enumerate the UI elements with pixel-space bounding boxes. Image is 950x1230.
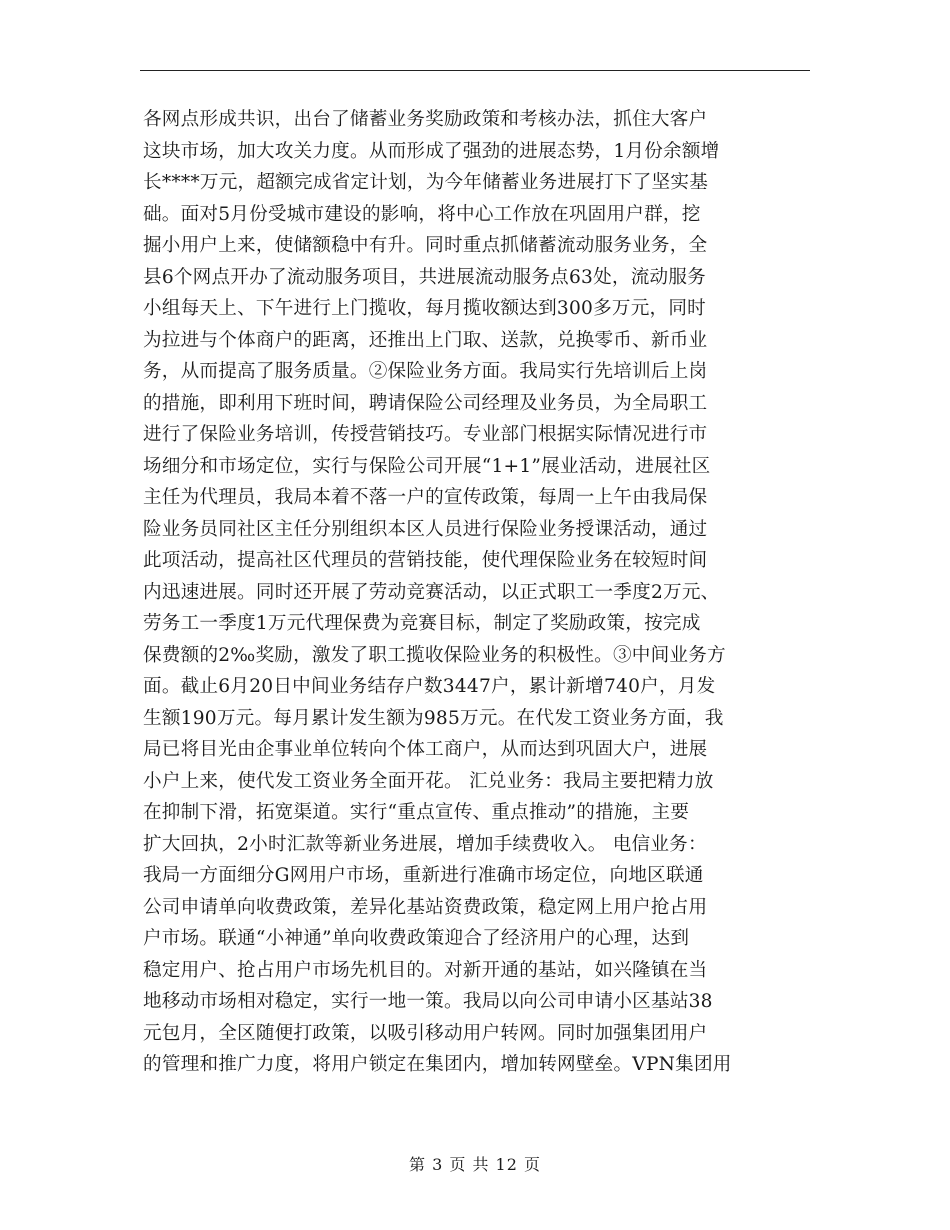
text-line: 这块市场，加大攻关力度。从而形成了强劲的进展态势，1月份余额增 <box>143 140 720 162</box>
text-line: 险业务员同社区主任分别组织本区人员进行保险业务授课活动，通过 <box>143 518 708 540</box>
header-rule <box>140 70 810 71</box>
text-line: 扩大回执，2小时汇款等新业务进展，增加手续费收入。 电信业务： <box>143 833 707 855</box>
body-text <box>143 104 815 1081</box>
text-line: 户市场。联通“小神通”单向收费政策迎合了经济用户的心理，达到 <box>143 928 690 949</box>
text-line: 长****万元，超额完成省定计划，为今年储蓄业务进展打下了坚实基 <box>143 172 709 193</box>
text-line: 局已将目光由企事业单位转向个体工商户，从而达到巩固大户，进展 <box>143 739 708 760</box>
text-line: 小组每天上、下午进行上门揽收，每月揽收额达到300多万元，同时 <box>143 298 706 319</box>
text-line: 公司申请单向收费政策，差异化基站资费政策，稳定网上用户抢占用 <box>143 896 708 918</box>
text-line: 为拉进与个体商户的距离，还推出上门取、送款，兑换零币、新币业 <box>143 329 708 351</box>
text-line: 劳务工一季度1万元代理保费为竞赛目标，制定了奖励政策，按完成 <box>143 613 701 634</box>
text-line: 我局一方面细分G网用户市场，重新进行准确市场定位，向地区联通 <box>143 865 704 886</box>
text-line: 场细分和市场定位，实行与保险公司开展“1+1”展业活动，进展社区 <box>143 455 711 477</box>
text-line: 稳定用户、抢占用户市场先机目的。对新开通的基站，如兴隆镇在当 <box>143 959 708 981</box>
page-footer: 第 3 页 共 12 页 <box>409 1155 541 1174</box>
text-line: 小户上来，使代发工资业务全面开花。 汇兑业务：我局主要把精力放 <box>143 770 714 792</box>
text-line: 县6个网点开办了流动服务项目，共进展流动服务点63处，流动服务 <box>143 266 706 288</box>
text-line: 元包月，全区随便打政策，以吸引移动用户转网。同时加强集团用户 <box>143 1022 708 1044</box>
text-line: 面。截止6月20日中间业务结存户数3447户，累计新增740户，月发 <box>143 676 716 697</box>
text-line: 此项活动，提高社区代理员的营销技能，使代理保险业务在较短时间 <box>143 550 708 571</box>
text-line: 地移动市场相对稳定，实行一地一策。我局以向公司申请小区基站38 <box>143 991 713 1012</box>
text-line: 掘小用户上来，使储额稳中有升。同时重点抓储蓄流动服务业务，全 <box>143 235 708 256</box>
text-line: 生额190万元。每月累计发生额为985万元。在代发工资业务方面，我 <box>143 707 724 729</box>
text-line: 础。面对5月份受城市建设的影响，将中心工作放在巩固用户群，挖 <box>143 203 701 225</box>
text-line: 在抑制下滑，拓宽渠道。实行“重点宣传、重点推动”的措施，主要 <box>143 802 690 823</box>
text-line: 进行了保险业务培训，传授营销技巧。专业部门根据实际情况进行市 <box>143 424 708 445</box>
text-line: 各网点形成共识，出台了储蓄业务奖励政策和考核办法，抓住大客户 <box>143 109 708 130</box>
text-line: 保费额的2‰奖励，激发了职工揽收保险业务的积极性。③中间业务方 <box>143 644 726 666</box>
text-line: 的措施，即利用下班时间，聘请保险公司经理及业务员，为全局职工 <box>143 392 708 414</box>
text-line: 务，从而提高了服务质量。②保险业务方面。我局实行先培训后上岗 <box>143 361 708 382</box>
text-line: 内迅速进展。同时还开展了劳动竞赛活动，以正式职工一季度2万元、 <box>143 581 720 603</box>
text-line: 主任为代理员，我局本着不落一户的宣传政策，每周一上午由我局保 <box>143 487 708 508</box>
text-line: 的管理和推广力度，将用户锁定在集团内，增加转网壁垒。VPN集团用 <box>143 1054 732 1075</box>
